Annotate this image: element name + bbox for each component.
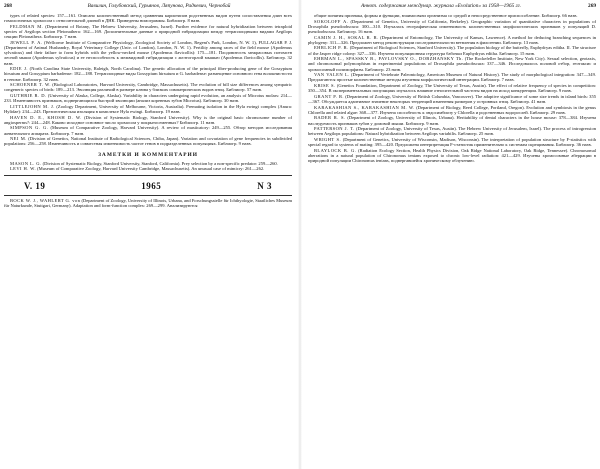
bibliography-entry <box>308 19 596 35</box>
entry-text: types of related species: 157—161. Описано количественный метод сравнения кариотипов родственных видов путем сопоставления длин всех гомологичных хромосом с относительной длиной в ДНК. Приведены номограммы. Библиогр. 8 назв. <box>4 13 292 24</box>
bibliography-entry <box>308 137 596 147</box>
bibliography-entry <box>308 45 596 55</box>
entry-author: CAMIN J. H., SOKAL R. R. <box>314 34 379 40</box>
entry-author: PATTERSON J. T. <box>314 126 355 132</box>
entry-text: (Division of Systematic Biology, Stanford University). Why is the original basic chromosome number of angiosperms?: 244—248. Каково исходное основное число хромосом у покрытосеменных? Библиогр. 11 назв. <box>4 114 293 125</box>
bibliography-entry <box>4 104 292 114</box>
right-page-header <box>308 3 596 13</box>
bibliography-entry <box>4 166 292 171</box>
bibliography-entry <box>4 24 292 40</box>
right-running-title: Аннот. содержание междунар. журнала «Evolution» за 1958—1965 гг. <box>361 3 521 9</box>
entry-author: GRANT P. R. <box>314 93 344 99</box>
bibliography-entry <box>4 66 292 82</box>
entry-author: LITTLEJOHN M. J. <box>10 103 55 109</box>
bibliography-entry <box>308 94 596 104</box>
entry-text: (Division of Systematic Biology, Stanford University, Stanford, California). Prey selection by a non-specific predator: 259—260. <box>42 160 278 166</box>
entry-text: (North Carolina State University, Raleigh, North Carolina). The genetic allocation of the principal fiber-producing gene of the Gossypium hirsutum and Gossypium barbadense: 182—188. Тетраплоидные виды Gossypium hirsutum и G. barbadense: размещение основного гена волокнистости в геноме. Библиогр. 32 назв. <box>4 66 292 82</box>
bibliography-entry <box>4 13 292 23</box>
entry-text: (The Rockefeller Institute, New York City). Sexual selection, geotaxis, and chromosomal polymorphism in experimental populations of Drosophila pseudoobscura: 337—346. Исследовалось половой отбор, геотаксис и хромосомный полиморфизм. Библиогр. 23 назв. <box>308 56 596 72</box>
entry-author: BOCK W. J., WAHLERT G. von <box>10 197 81 203</box>
right-page-body <box>308 13 596 164</box>
entry-author: EHRLICH P. R. <box>314 45 349 51</box>
entry-author: EDIE J. <box>10 66 28 72</box>
right-entries <box>308 13 596 163</box>
entry-author: FELDMAN M. <box>10 23 44 29</box>
entry-author: LEVI H. W. <box>10 166 36 172</box>
bibliography-entry <box>4 93 292 103</box>
left-page-header <box>4 3 292 13</box>
left-page-body <box>4 13 292 208</box>
entry-text: (Department of Vertebrate Paleontology, American Museum of Natural History). The study of morphological integration: 347—349. Предлагаются простые количественные методы изучения морфологической интеграции. Библиогр. 7 назв. <box>308 72 596 83</box>
bibliography-entry <box>308 72 596 82</box>
left-entries-notes <box>4 161 292 172</box>
divider <box>4 175 292 176</box>
entry-text: (Department of Zoology, University of Illinois, Urbana, and Forschungsstelle für Ichthyologie, Staatliches Museum für Naturkunde, Stuttgart, Germany). Adaptation and form-function complex: 269—299. Анализируются <box>4 197 292 208</box>
entry-text: (Museum of Comparative Zoology, Harvard University Cambridge, Massachusetts). An unusual case of mimicry: 261—262. <box>37 166 265 172</box>
bibliography-entry <box>4 40 292 66</box>
bibliography-entry <box>4 125 292 135</box>
left-page <box>0 0 296 469</box>
entry-author: JEWELL P. A. <box>10 39 43 45</box>
entry-text: (Department of Genetics, University of Wisconsin, Madison, Wisconsin). The interpretation of population structure by F-statistics with special regard to systems of mating: 395—420. Предложена интерпретация F-статистик применительно к системам скрещивания. Библиогр. 36 назв. <box>308 136 596 148</box>
entry-author: SOKOLOFF A. <box>314 18 349 24</box>
bibliography-entry <box>4 136 292 146</box>
volume-year: 1965 <box>141 180 162 191</box>
bibliography-entry <box>308 83 596 93</box>
bibliography-entry <box>308 56 596 72</box>
entry-author: KARAKASHIAN S., KARAKASHIAN M. W. <box>314 104 415 110</box>
entry-text: (University of Alaska, College, Alaska). Variability in characters undergoing rapid evolution, an analysis of Microtus molars: 214—233. Изменчивость признаков, подвергающихся быстрой эволюции (анализ коренных зубов Microtus). Библиогр. 30 назв. <box>4 93 292 104</box>
entry-text: (Wellcome Institute of Comparative Physiology, Zoological Society of London, Regent's Park, London, N. W. 1), FULLAGAR P. J. (Department of Animal Husbandry, Royal Veterinary College (Univ. of London), London, N. W. 1). Fertility among races of the field mouse (Apodemus sylvaticus) and their failure to form hybrids with the yellow-necked mouse (Apodemus flavicollis): 175—181. Плодовитость межрасовых потомств лесной мыши (Apodemus sylvaticus) и ее неспособность к межвидовой гибридизации с желтогорлой мышью (Apodemus flavicollis). Библиогр. 32 назв. <box>4 39 293 66</box>
right-page-number: 269 <box>588 3 596 9</box>
entry-author: GUTHRIE R. D. <box>10 93 47 98</box>
entry-author: WRIGHT S. <box>314 136 342 142</box>
left-entries-bottom <box>4 198 292 208</box>
entry-author: KRISE S. <box>314 82 336 88</box>
bibliography-entry <box>4 115 292 125</box>
divider <box>4 195 292 196</box>
entry-text: (Museum of Comparative Zoology, Harvard University). A review of masticatory: 249—255. Обзор методов исследования жевательного аппарата. Библиогр. 7 назв. <box>4 125 292 136</box>
entry-author: SCHOENER T. W. <box>10 82 51 88</box>
entry-text: (Department of Zoology, University of Illinois, Urbana). Heritability of dental characters in the house mouse: 378—384. Изучена наследуемость признаков зубов у домовой мыши. Библиогр. 9 назв. <box>308 115 596 126</box>
bibliography-entry <box>4 198 292 208</box>
bibliography-entry <box>308 115 596 125</box>
entry-author: HAVEN D. E., KHOSH D. W. <box>10 114 82 120</box>
bibliography-entry <box>308 35 596 45</box>
bibliography-entry <box>308 13 596 18</box>
bibliography-entry <box>4 161 292 166</box>
left-page-number: 268 <box>4 3 12 9</box>
entry-author: VAN VALEN L. <box>314 72 350 78</box>
left-entries-top <box>4 13 292 147</box>
entry-author: EHRMAN L., SPASSKY B., PAVLOVSKY O., DOBZHANSKY Th. <box>314 56 464 62</box>
entry-text: (Department of Biological Sciences, Stanford University). The population biology of the butterfly, Euphydryas editha. II. The structure of the Jasper ridge colony: 327—336. Изучена популяционная структура бабочки Euphydryas editha. Библиогр. 15 назв. <box>308 45 597 56</box>
volume-label: V. 19 <box>24 180 46 191</box>
entry-text: (Radiation Ecology Section, Health Physics Division, Oak Ridge National Laboratory, Oak Ridge, Tennessee). Chromosomal aberrations in a natural population of Chironomus tentans exposed to chronic low-level radiation: 421—429. Изучены хромосомные аберрации в природной популяции Chironomus tentans, подвергавшейся хроническому облучению. <box>308 147 596 164</box>
entry-author: MASON L. G. <box>10 160 42 166</box>
volume-line <box>24 181 272 192</box>
notes-section-title: ЗАМЕТКИ И КОММЕНТАРИИ <box>98 151 198 158</box>
entry-text: общие понятия признака, формы и функции, взаимосвязи организма со средой и непосредственное приспособление. Библиогр. 66 назв. <box>314 13 578 18</box>
entry-text: (Department of Biology, Reed College, Portland, Oregon). Evolution and symbiosis in the genus Chlorella and related algae: 368—377. Изучена способность к эндосимбиозу у Chlorella и родственных водорослей. Библиогр. 29 назв. <box>308 104 596 115</box>
entry-text: (Department of Genetics, University of California, Berkeley). Geographic variation of quantitative characters in populations of Drosophila pseudoobscura: 300—310. Изучалась географическая изменчивость количественных морфологических признаков у популяций D. pseudoobscura. Библиогр. 16 назв. <box>308 18 596 34</box>
entry-text: (Department of Zoology, University of British Columbia, Vancouver). The adaptive significance of some size trends in island birds: 355—367. Обсуждается адаптивное значение некоторых тенденций изменения размеров у островных птиц. Библиогр. 41 назв. <box>308 93 596 104</box>
bibliography-entry <box>308 126 596 136</box>
entry-text: (Department of Entomology, The University of Kansas, Lawrence). A method for deducing branching sequences in phylogeny: 311—326. Предложен метод реконструкции последовательности ветвления в филогении. Библиогр. 13 назв. <box>308 34 597 45</box>
volume-number: N 3 <box>257 180 272 191</box>
bibliography-entry <box>308 148 596 164</box>
entry-text: (Department of Zoology, University of Texas, Austin). The Hebrew University of Jerusalem, Israel). The process of introgression between Aegilops populations: Natural hybridization between Aegilops variabilis. Библиогр. 25 назв. <box>308 126 596 137</box>
entry-text: (Department of Botany, The Hebrew University, Jerusalem, Israel). Further evidence for natural hybridization between tetraploid species of Aegilops section Pleionathera: 162—169. Дополнительные данные о природной гибридизации между тетраплоидными видами Aegilops секции Pleionathera. Библиогр. 7 назв. <box>4 23 293 40</box>
entry-text: (Genetics Foundation, Department of Zoology, The University of Texas, Austin). The effect of relative frequency of species in competition: 350—354. В экспериментальных популяциях изучалось влияние относительной частоты видов на исход конкуренции. Библиогр. 9 назв. <box>308 82 597 94</box>
entry-text: (Division of Genetics, National Institute of Radiological Sciences, Chiba, Japan). Variation and covariation of gene frequencies in subdivided populations: 256—258. Изменчивость и совместная изменчивость частот генов в подразделенных популяциях. Библиогр. 9 назв. <box>4 136 292 147</box>
right-page <box>304 0 600 469</box>
entry-author: BADER R. S. <box>314 115 346 121</box>
bibliography-entry <box>4 82 292 92</box>
entry-author: SIMPSON G. G. <box>10 125 49 131</box>
book-gutter <box>298 0 302 469</box>
entry-author: NEI M. <box>10 136 27 142</box>
entry-text: (Biological Laboratories, Harvard University, Cambridge, Massachusetts). The evolution of bill size differences among sympatric congeneric species of birds: 189—213. Эволюция различий в размере клюва у близких симпатрических видов птиц. Библиогр. 57 назв. <box>4 82 293 93</box>
bibliography-entry <box>308 105 596 115</box>
entry-text: (Zoology Department, University of Melbourne, Victoria, Australia). Premating isolation in the Hyla ewingi complex (Anura: Hylidae): 234—243. Презиготическая изоляция в комплексе Hyla ewingi. Библиогр. 19 назв. <box>4 103 293 114</box>
entry-author: BLAYLOCK B. G. <box>314 147 357 153</box>
left-running-title: Вавилин, Голубовский, Гурьянов, Ляпунова, Радкевич, Чернобай <box>87 3 231 9</box>
